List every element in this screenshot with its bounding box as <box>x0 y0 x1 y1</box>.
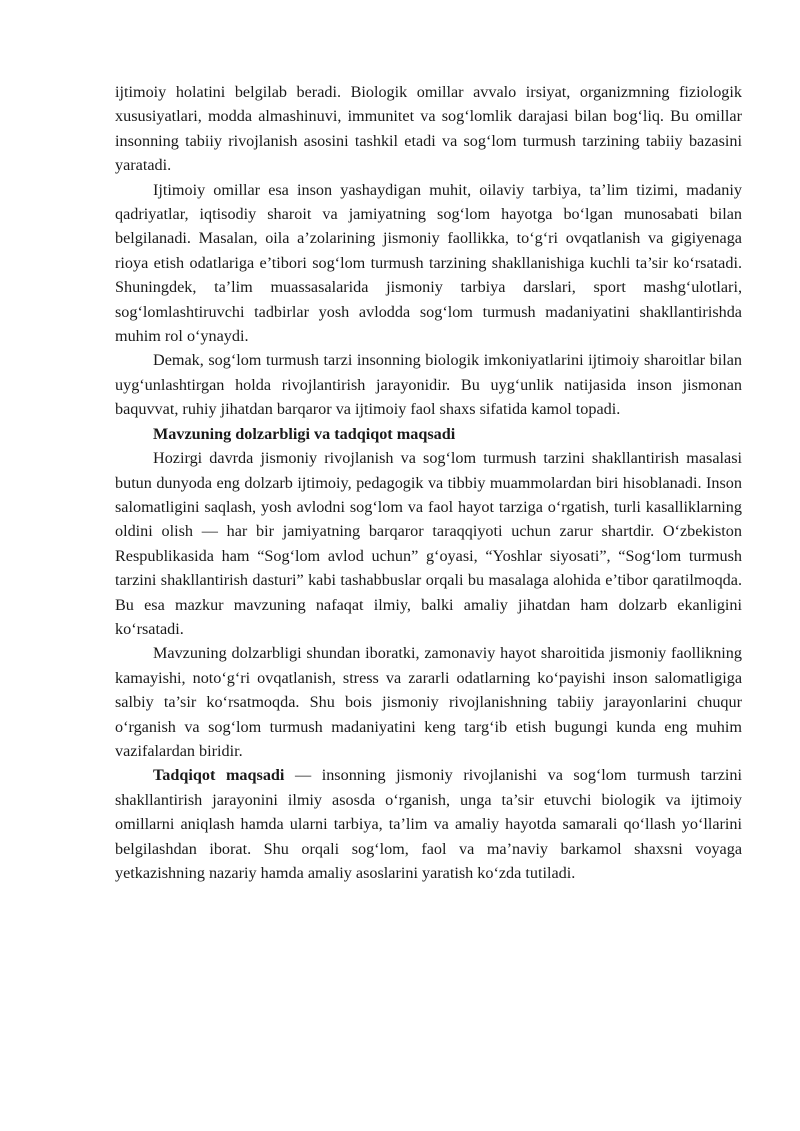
research-goal-text: — insonning jismoniy rivojlanishi va sog‘lom turmush tarzini shakllantirish jarayonini ilmiy asosda o‘rganish, unga ta’sir etuvchi biologik va ijtimoiy omillarni aniqlash hamda ularni tarbiya, ta’lim va amaliy hayotda samarali qo‘llash yo‘llarini belgilashdan iborat. Shu orqali sog‘lom, faol va ma’naviy barkamol shaxsni voyaga yetkazishning nazariy hamda amaliy asoslarini yaratish ko‘zda tutiladi. <box>115 766 742 882</box>
section-heading: Mavzuning dolzarbligi va tadqiqot maqsadi <box>153 424 456 443</box>
paragraph-conclusion: Demak, sog‘lom turmush tarzi insonning biologik imkoniyatlarini ijtimoiy sharoitlar bilan uyg‘unlashtirgan holda rivojlantirish jarayonidir. Bu uyg‘unlik natijasida inson jismonan baquvvat, ruhiy jihatdan barqaror va ijtimoiy faol shaxs sifatida kamol topadi. <box>115 351 742 419</box>
paragraph-research-goal <box>115 763 742 885</box>
document-page <box>115 80 742 885</box>
paragraph-biological-factors: ijtimoiy holatini belgilab beradi. Biologik omillar avvalo irsiyat, organizmning fiziologik xususiyatlari, modda almashinuvi, immunitet va sog‘lomlik darajasi bilan bog‘liq. Bu omillar insonning tabiiy rivojlanish asosini tashkil etadi va sog‘lom turmush tarzining tabiiy bazasini yaratadi. <box>115 83 742 175</box>
paragraph-relevance-details: Mavzuning dolzarbligi shundan iboratki, zamonaviy hayot sharoitida jismoniy faollikning kamayishi, noto‘g‘ri ovqatlanish, stress va zararli odatlarning ko‘payishi inson salomatligiga salbiy ta’sir ko‘rsatmoqda. Shu bois jismoniy rivojlanishning tabiiy jarayonlarini chuqur o‘rganish va sog‘lom turmush madaniyatini keng targ‘ib etish bugungi kunda eng muhim vazifalardan biridir. <box>115 644 742 760</box>
research-goal-label: Tadqiqot maqsadi <box>153 766 285 785</box>
paragraph-social-factors: Ijtimoiy omillar esa inson yashaydigan muhit, oilaviy tarbiya, ta’lim tizimi, madaniy qadriyatlar, iqtisodiy sharoit va jamiyatning sog‘lom hayotga bo‘lgan munosabati bilan belgilanadi. Masalan, oila a’zolarining jismoniy faollikka, to‘g‘ri ovqatlanish va gigiyenaga rioya etish odatlariga e’tibori sog‘lom turmush tarzining shakllanishiga kuchli ta’sir ko‘rsatadi. Shuningdek, ta’lim muassasalarida jismoniy tarbiya darslari, sport mashg‘ulotlari, sog‘lomlashtiruvchi tadbirlar yosh avlodda sog‘lom turmush madaniyatini shakllantirishda muhim rol o‘ynaydi. <box>115 180 742 346</box>
paragraph-relevance: Hozirgi davrda jismoniy rivojlanish va sog‘lom turmush tarzini shakllantirish masalasi butun dunyoda eng dolzarb ijtimoiy, pedagogik va tibbiy muammolardan biri hisoblanadi. Inson salomatligini saqlash, yosh avlodni sog‘lom va faol hayot tarziga o‘rgatish, turli kasalliklarning oldini olish — har bir jamiyatning barqaror taraqqiyoti uchun zarur shartdir. O‘zbekiston Respublikasida ham “Sog‘lom avlod uchun” g‘oyasi, “Yoshlar siyosati”, “Sog‘lom turmush tarzini shakllantirish dasturi” kabi tashabbuslar orqali bu masalaga alohida e’tibor qaratilmoqda. Bu esa mazkur mavzuning nafaqat ilmiy, balki amaliy jihatdan ham dolzarb ekanligini ko‘rsatadi. <box>115 449 742 638</box>
